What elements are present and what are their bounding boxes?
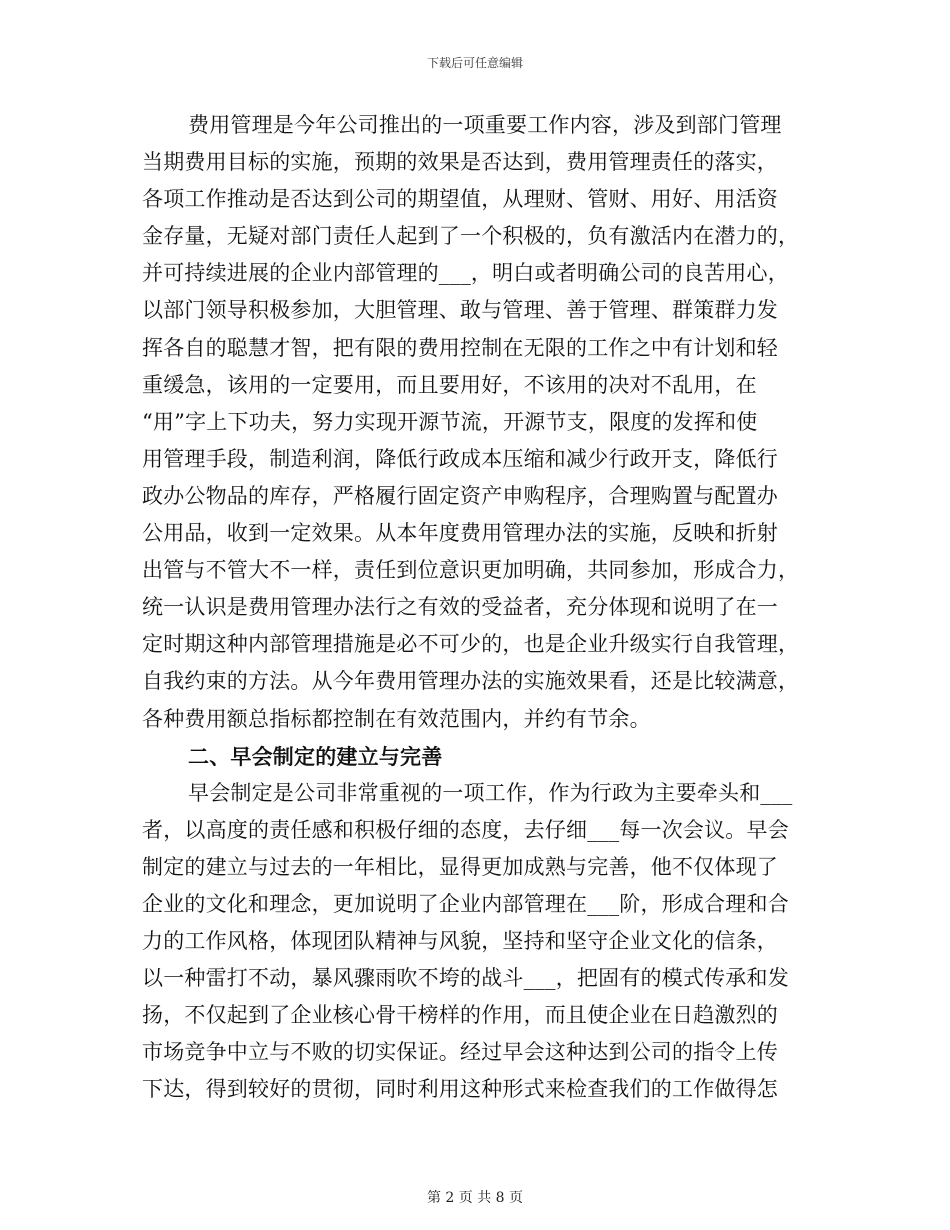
paragraph-line: 各项工作推动是否达到公司的期望值，从理财、管财、用好、用活资 bbox=[142, 187, 778, 212]
paragraph-line: 挥各自的聪慧才智，把有限的费用控制在无限的工作之中有计划和轻 bbox=[142, 335, 778, 360]
paragraph-line: 出管与不管大不一样，责任到位意识更加明确，共同参加，形成合力， bbox=[142, 558, 800, 583]
paragraph-line: 者，以高度的责任感和积极仔细的态度，去仔细___每一次会议。早会 bbox=[142, 817, 789, 842]
paragraph-line: 统一认识是费用管理办法行之有效的受益者，充分体现和说明了在一 bbox=[142, 595, 778, 620]
page-header: 下载后可任意编辑 bbox=[426, 56, 523, 70]
paragraph-line: 企业的文化和理念，更加说明了企业内部管理在___阶，形成合理和合 bbox=[142, 891, 789, 916]
paragraph-line: 金存量，无疑对部门责任人起到了一个积极的，负有激活内在潜力的， bbox=[142, 224, 800, 249]
paragraph-line: 用管理手段，制造利润，降低行政成本压缩和减少行政开支，降低行 bbox=[142, 446, 778, 471]
paragraph-line: 当期费用目标的实施，预期的效果是否达到，费用管理责任的落实， bbox=[142, 150, 778, 175]
paragraph-line: 扬，不仅起到了企业核心骨干榜样的作用，而且使企业在日趋激烈的 bbox=[142, 1003, 778, 1028]
paragraph-line: 市场竞争中立与不败的切实保证。经过早会这种达到公司的指令上传 bbox=[142, 1040, 778, 1065]
paragraph-line: 制定的建立与过去的一年相比，显得更加成熟与完善，他不仅体现了 bbox=[142, 854, 778, 879]
paragraph-line: 定时期这种内部管理措施是必不可少的，也是企业升级实行自我管理， bbox=[142, 632, 800, 657]
paragraph-line: 重缓急，该用的一定要用，而且要用好，不该用的决对不乱用，在 bbox=[142, 372, 757, 397]
paragraph-line: 费用管理是今年公司推出的一项重要工作内容，涉及到部门管理 bbox=[188, 113, 782, 137]
document-body bbox=[142, 107, 807, 1109]
paragraph-line: 早会制定是公司非常重视的一项工作，作为行政为主要牵头和___ bbox=[188, 780, 793, 805]
paragraph-line: 力的工作风格，体现团队精神与风貌，坚持和坚守企业文化的信条， bbox=[142, 929, 778, 954]
paragraph-line: 政办公物品的库存，严格履行固定资产申购程序，合理购置与配置办 bbox=[142, 483, 778, 508]
page-number: 第 2 页 共 8 页 bbox=[426, 1190, 524, 1206]
paragraph-line: 并可持续进展的企业内部管理的___，明白或者明确公司的良苦用心， bbox=[142, 261, 789, 286]
paragraph-line: 以部门领导积极参加，大胆管理、敢与管理、善于管理、群策群力发 bbox=[142, 298, 778, 323]
paragraph-line: 下达，得到较好的贯彻，同时利用这种形式来检查我们的工作做得怎 bbox=[142, 1077, 778, 1102]
paragraph-line: “用”字上下功夫，努力实现开源节流，开源节支，限度的发挥和使 bbox=[142, 409, 758, 434]
paragraph-line: 各种费用额总指标都控制在有效范围内，并约有节余。 bbox=[142, 706, 651, 731]
paragraph-line: 以一种雷打不动，暴风骤雨吹不垮的战斗___，把固有的模式传承和发 bbox=[142, 966, 789, 991]
section-heading: 二、早会制定的建立与完善 bbox=[188, 743, 443, 769]
paragraph-line: 自我约束的方法。从今年费用管理办法的实施效果看，还是比较满意， bbox=[142, 669, 800, 694]
paragraph-line: 公用品，收到一定效果。从本年度费用管理办法的实施，反映和折射 bbox=[142, 521, 778, 546]
